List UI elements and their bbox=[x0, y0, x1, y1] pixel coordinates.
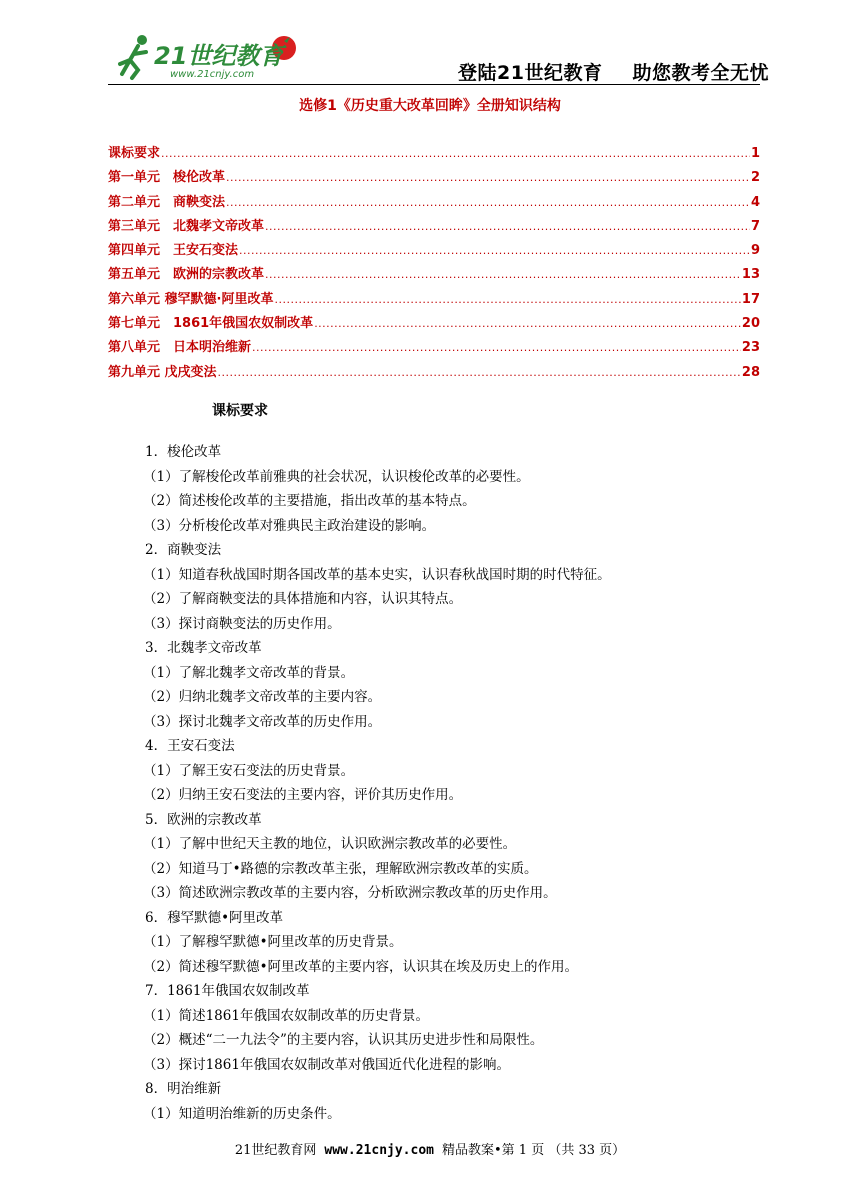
site-logo bbox=[112, 30, 312, 82]
requirement-item: （3）探讨商鞅变法的历史作用。 bbox=[143, 615, 341, 632]
unit-heading: 5．欧洲的宗教改革 bbox=[145, 811, 262, 828]
requirement-item: （1）了解梭伦改革前雅典的社会状况，认识梭伦改革的必要性。 bbox=[143, 468, 530, 485]
page-footer bbox=[0, 1139, 860, 1158]
unit-heading: 3．北魏孝文帝改革 bbox=[145, 640, 262, 656]
toc-leader bbox=[252, 341, 741, 354]
toc-page-number: 9 bbox=[750, 243, 760, 259]
requirement-item: （2）了解商鞅变法的具体措施和内容，认识其特点。 bbox=[143, 591, 463, 607]
toc-page-number: 28 bbox=[741, 364, 760, 380]
toc-label: 第三单元 北魏孝文帝改革 bbox=[108, 218, 265, 234]
logo-text: 21世纪教育 bbox=[154, 42, 284, 70]
toc-page-number: 1 bbox=[750, 146, 760, 161]
toc-leader bbox=[226, 171, 750, 184]
requirement-item: （3）探讨1861年俄国农奴制改革对俄国近代化进程的影响。 bbox=[143, 1056, 510, 1073]
requirement-item: （1）知道明治维新的历史条件。 bbox=[143, 1105, 341, 1122]
toc-leader bbox=[226, 196, 750, 209]
toc-leader bbox=[314, 317, 741, 330]
requirement-item: （3）探讨北魏孝文帝改革的历史作用。 bbox=[143, 713, 382, 730]
unit-heading: 2．商鞅变法 bbox=[145, 542, 222, 558]
runner-icon bbox=[120, 35, 147, 78]
toc-leader bbox=[265, 268, 741, 281]
toc-page-number: 13 bbox=[741, 267, 760, 283]
toc-label: 课标要求 bbox=[108, 146, 161, 161]
toc-entry[interactable] bbox=[108, 336, 760, 360]
toc-label: 第八单元 日本明治维新 bbox=[108, 340, 252, 356]
toc-page-number: 20 bbox=[741, 316, 760, 332]
requirement-item: （2）简述穆罕默德•阿里改革的主要内容，认识其在埃及历史上的作用。 bbox=[143, 958, 579, 975]
footer-left: 21世纪教育网 bbox=[234, 1143, 317, 1158]
toc-page-number: 2 bbox=[750, 170, 760, 186]
toc-page-number: 7 bbox=[750, 218, 760, 234]
requirement-item: （3）简述欧洲宗教改革的主要内容，分析欧洲宗教改革的历史作用。 bbox=[143, 885, 557, 901]
requirement-item: （1）了解王安石变法的历史背景。 bbox=[143, 762, 355, 779]
requirement-item: （1）了解中世纪天主教的地位，认识欧洲宗教改革的必要性。 bbox=[143, 836, 517, 852]
toc-entry[interactable] bbox=[108, 263, 760, 287]
header-slogan-left: 登陆21世纪教育 bbox=[458, 62, 603, 84]
requirement-item: （2）简述梭伦改革的主要措施，指出改革的基本特点。 bbox=[143, 493, 476, 509]
toc-entry[interactable] bbox=[108, 361, 760, 385]
header-divider bbox=[108, 84, 760, 85]
toc-entry[interactable] bbox=[108, 288, 760, 312]
unit-heading: 1．梭伦改革 bbox=[145, 444, 222, 460]
requirements-list bbox=[143, 440, 763, 1126]
toc-leader bbox=[274, 293, 740, 306]
toc-page-number: 17 bbox=[741, 291, 760, 307]
toc-page-number: 23 bbox=[741, 340, 760, 356]
requirement-item: （2）概述“二一九法令”的主要内容，认识其历史进步性和局限性。 bbox=[143, 1032, 544, 1048]
toc-entry[interactable] bbox=[108, 166, 760, 190]
toc-label: 第一单元 梭伦改革 bbox=[108, 170, 226, 186]
requirement-item: （1）知道春秋战国时期各国改革的基本史实，认识春秋战国时期的时代特征。 bbox=[143, 566, 611, 583]
unit-heading: 6．穆罕默德•阿里改革 bbox=[145, 909, 284, 926]
requirement-item: （1）简述1861年俄国农奴制改革的历史背景。 bbox=[143, 1007, 429, 1024]
toc-entry[interactable] bbox=[108, 191, 760, 215]
logo-url: www.21cnjy.com bbox=[170, 69, 255, 80]
requirement-item: （2）归纳王安石变法的主要内容，评价其历史作用。 bbox=[143, 787, 463, 803]
toc-label: 第二单元 商鞅变法 bbox=[108, 194, 226, 210]
requirement-item: （2）归纳北魏孝文帝改革的主要内容。 bbox=[143, 689, 382, 705]
toc-leader bbox=[265, 220, 750, 233]
toc-entry[interactable] bbox=[108, 312, 760, 336]
toc-leader bbox=[161, 147, 750, 160]
toc-leader bbox=[218, 366, 741, 379]
toc-label: 第六单元 穆罕默德·阿里改革 bbox=[108, 291, 274, 307]
toc-entry[interactable] bbox=[108, 239, 760, 263]
unit-heading: 4．王安石变法 bbox=[145, 738, 235, 754]
toc-label: 第七单元 1861年俄国农奴制改革 bbox=[108, 316, 314, 332]
footer-page-info: 精品教案•第 1 页 （共 33 页） bbox=[441, 1143, 626, 1158]
unit-heading: 7．1861年俄国农奴制改革 bbox=[145, 983, 310, 999]
toc-leader bbox=[239, 244, 750, 257]
table-of-contents bbox=[108, 142, 760, 385]
toc-label: 第五单元 欧洲的宗教改革 bbox=[108, 267, 265, 283]
toc-entry[interactable] bbox=[108, 142, 760, 166]
requirement-item: （3）分析梭伦改革对雅典民主政治建设的影响。 bbox=[143, 517, 436, 534]
toc-label: 第九单元 戊戌变法 bbox=[108, 364, 217, 380]
requirement-item: （1）了解北魏孝文帝改革的背景。 bbox=[143, 664, 355, 681]
toc-label: 第四单元 王安石变法 bbox=[108, 243, 239, 259]
unit-heading: 8．明治维新 bbox=[145, 1081, 222, 1097]
requirement-item: （2）知道马丁•路德的宗教改革主张，理解欧洲宗教改革的实质。 bbox=[143, 860, 538, 877]
toc-page-number: 4 bbox=[750, 194, 760, 210]
section-heading: 课标要求 bbox=[212, 403, 268, 419]
requirement-item: （1）了解穆罕默德•阿里改革的历史背景。 bbox=[143, 934, 403, 950]
header-slogan-right: 助您教考全无忧 bbox=[632, 62, 769, 84]
footer-site-link[interactable]: www.21cnjy.com bbox=[324, 1143, 434, 1158]
toc-entry[interactable] bbox=[108, 215, 760, 239]
header-slogan bbox=[458, 58, 769, 85]
document-title: 选修1《历史重大改革回眸》全册知识结构 bbox=[299, 98, 561, 114]
